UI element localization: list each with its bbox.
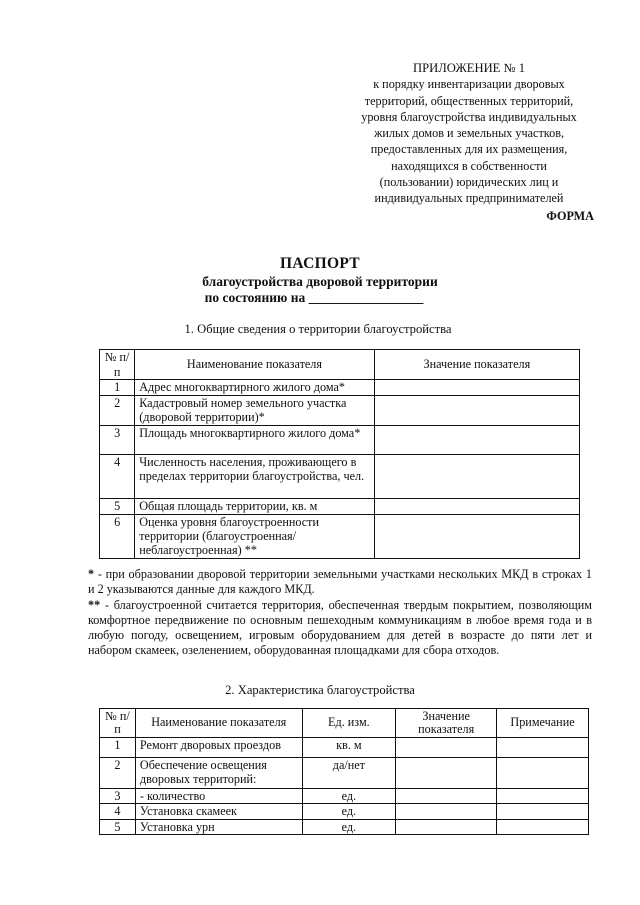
row-value-cell[interactable] xyxy=(374,396,579,426)
appendix-line: к порядку инвентаризации дворовых xyxy=(373,77,565,92)
appendix-line: предоставленных для их размещения, xyxy=(370,142,568,157)
appendix-block xyxy=(340,60,598,207)
form-label: ФОРМА xyxy=(546,209,594,223)
appendix-line: жилых домов и земельных участков, xyxy=(374,126,564,141)
row-value-cell[interactable] xyxy=(374,454,579,498)
footnote-1-mark: * xyxy=(88,567,95,581)
row-name: Оценка уровня благоустроенности территории (благоустроенная/ неблагоустроенная) ** xyxy=(135,514,374,558)
table-row xyxy=(100,454,580,498)
row-number: 3 xyxy=(100,789,136,804)
row-number: 6 xyxy=(100,514,135,558)
row-value-cell[interactable] xyxy=(396,819,497,834)
section2-title: 2. Характеристика благоустройства xyxy=(225,683,415,697)
row-note-cell[interactable] xyxy=(497,738,589,758)
row-name: Адрес многоквартирного жилого дома* xyxy=(135,380,374,396)
row-name: Кадастровый номер земельного участка (дворовой территории)* xyxy=(135,396,374,426)
footnote-1-text: - при образовании дворовой территории земельными участками нескольких МКД в строках 1 и 2 указываются данные для каждого МКД. xyxy=(88,567,592,597)
footnote-2 xyxy=(88,598,592,659)
row-value-cell[interactable] xyxy=(374,498,579,514)
header-note: Примечание xyxy=(497,709,589,738)
table-row xyxy=(100,804,589,819)
row-unit: ед. xyxy=(302,804,396,819)
row-note-cell[interactable] xyxy=(497,804,589,819)
row-number: 5 xyxy=(100,819,136,834)
general-info-table xyxy=(99,349,580,559)
row-number: 5 xyxy=(100,498,135,514)
row-value-cell[interactable] xyxy=(396,789,497,804)
row-note-cell[interactable] xyxy=(497,819,589,834)
row-name: Установка скамеек xyxy=(135,804,302,819)
table-row xyxy=(100,514,580,558)
row-note-cell[interactable] xyxy=(497,758,589,789)
table-header-row xyxy=(100,709,589,738)
row-unit: да/нет xyxy=(302,758,396,789)
table-row xyxy=(100,425,580,454)
row-value-cell[interactable] xyxy=(396,738,497,758)
row-value-cell[interactable] xyxy=(396,804,497,819)
row-unit: ед. xyxy=(302,789,396,804)
row-number: 4 xyxy=(100,804,136,819)
row-unit: ед. xyxy=(302,819,396,834)
footnote-2-text: - благоустроенной считается территория, обеспеченная твердым покрытием, позволяющим комфортное передвижение по основным пешеходным коммуникациям в любое время года и в любую погоду, освещением, игровым оборудованием для детей в возрасте до пяти лет и набором скамеек, озеленением, оборудованная площадками для сбора отходов. xyxy=(88,597,592,658)
row-value-cell[interactable] xyxy=(374,380,579,396)
appendix-line: находящихся в собственности xyxy=(391,158,547,173)
row-name: Ремонт дворовых проездов xyxy=(135,738,302,758)
row-note-cell[interactable] xyxy=(497,789,589,804)
row-number: 1 xyxy=(100,738,136,758)
row-value-cell[interactable] xyxy=(374,425,579,454)
header-unit: Ед. изм. xyxy=(302,709,396,738)
table-row xyxy=(100,396,580,426)
table-row xyxy=(100,380,580,396)
footnote-1 xyxy=(88,567,592,598)
header-number-label: № п/п xyxy=(104,350,130,379)
row-unit: кв. м xyxy=(302,738,396,758)
row-name: Площадь многоквартирного жилого дома* xyxy=(135,425,374,454)
table-header-row xyxy=(100,350,580,380)
row-name: Установка урн xyxy=(135,819,302,834)
row-number: 1 xyxy=(100,380,135,396)
row-name: Численность населения, проживающего в пределах территории благоустройства, чел. xyxy=(135,454,374,498)
row-number: 2 xyxy=(100,396,135,426)
passport-subtitle: благоустройства дворовой территории xyxy=(202,274,438,289)
row-name: - количество xyxy=(135,789,302,804)
section1-title: 1. Общие сведения о территории благоустройства xyxy=(184,322,452,336)
footnotes xyxy=(88,567,592,659)
appendix-line: территорий, общественных территорий, xyxy=(364,93,574,108)
footnote-2-mark: ** xyxy=(88,597,101,612)
table-row xyxy=(100,789,589,804)
table-row xyxy=(100,498,580,514)
passport-date-line: по состоянию на _________________ xyxy=(204,290,424,305)
appendix-line: (пользовании) юридических лиц и xyxy=(379,175,559,190)
appendix-title: ПРИЛОЖЕНИЕ № 1 xyxy=(413,61,525,75)
row-value-cell[interactable] xyxy=(374,514,579,558)
row-number: 3 xyxy=(100,425,135,454)
row-number: 4 xyxy=(100,454,135,498)
row-value-cell[interactable] xyxy=(396,758,497,789)
header-value: Значение показателя xyxy=(396,709,497,738)
header-number xyxy=(100,350,135,380)
passport-title: ПАСПОРТ xyxy=(280,255,360,272)
table-row xyxy=(100,758,589,789)
improvement-table xyxy=(99,708,589,835)
header-name: Наименование показателя xyxy=(135,709,302,738)
appendix-line: индивидуальных предпринимателей xyxy=(374,191,564,206)
header-name: Наименование показателя xyxy=(135,350,374,380)
row-name: Общая площадь территории, кв. м xyxy=(135,498,374,514)
appendix-line: уровня благоустройства индивидуальных xyxy=(361,109,577,124)
row-name: Обеспечение освещения дворовых территорий: xyxy=(135,758,302,789)
header-number: № п/п xyxy=(100,709,136,738)
table-row xyxy=(100,738,589,758)
row-number: 2 xyxy=(100,758,136,789)
header-value: Значение показателя xyxy=(374,350,579,380)
table-row xyxy=(100,819,589,834)
